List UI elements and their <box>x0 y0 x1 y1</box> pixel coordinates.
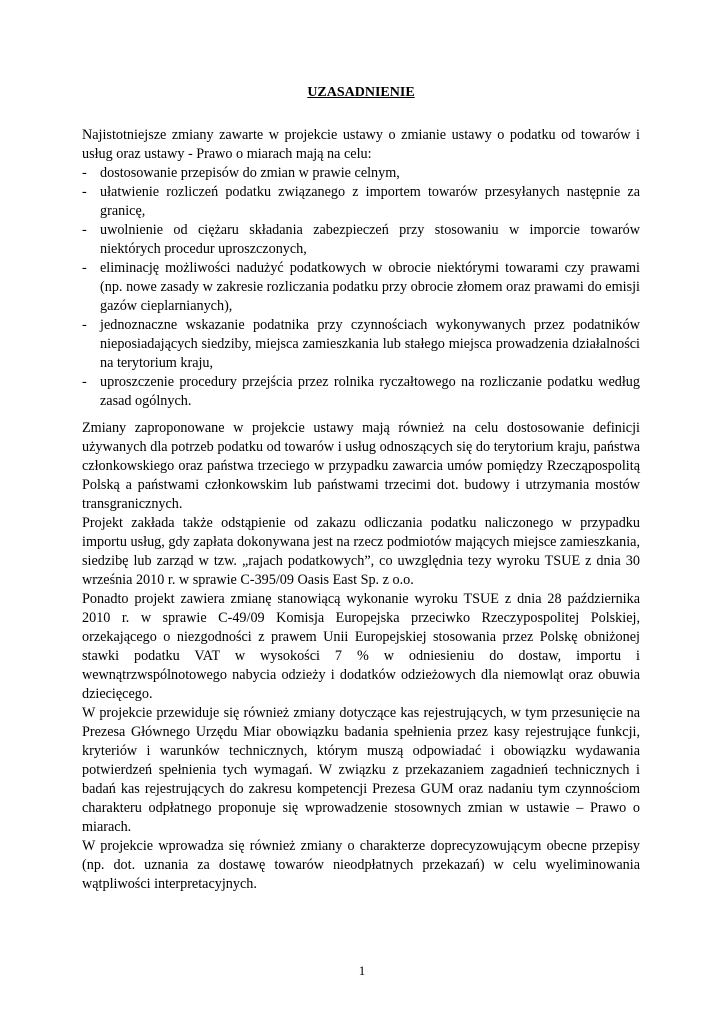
body-paragraph: W projekcie wprowadza się również zmiany o charakterze doprecyzowującym obecne przepisy (np. dot. uznania za dostawę towarów nieodpłatnych przekazań) w celu wyeliminowania wątpliwości interpretacyjnych. <box>82 838 640 892</box>
goal-item: - eliminację możliwości nadużyć podatkowych w obrocie niektórymi towarami czy prawami (np. nowe zasady w zakresie rozliczania podatku przy obrocie złomem oraz prawami do emisji gazów cieplarnianych), <box>82 259 640 316</box>
intro-paragraph: Najistotniejsze zmiany zawarte w projekcie ustawy o zmianie ustawy o podatku od towarów i usług oraz ustawy - Prawo o miarach mają na celu: <box>82 127 640 162</box>
goal-item: - uproszczenie procedury przejścia przez rolnika ryczałtowego na rozliczanie podatku według zasad ogólnych. <box>82 373 640 411</box>
goal-item: - dostosowanie przepisów do zmian w prawie celnym, <box>82 164 640 183</box>
page-number: 1 <box>358 963 366 978</box>
body-paragraph: Projekt zakłada także odstąpienie od zakazu odliczania podatku naliczonego w przypadku importu usług, gdy zapłata dokonywana jest na rzecz podmiotów mających miejsce zamieszkania, siedzibę lub zarząd w tzw. „rajach podatkowych”, co uwzględnia tezy wyroku TSUE z dnia 30 września 2010 r. w sprawie C-395/09 Oasis East Sp. z o.o. <box>82 515 640 588</box>
goal-item: - jednoznaczne wskazanie podatnika przy czynnościach wykonywanych przez podatników nieposiadających siedziby, miejsca zamieszkania lub stałego miejsca prowadzenia działalności na terytorium kraju, <box>82 316 640 373</box>
goal-item: - uwolnienie od ciężaru składania zabezpieczeń przy stosowaniu w imporcie towarów niektórych procedur uproszczonych, <box>82 221 640 259</box>
document-page <box>82 84 640 894</box>
document-title: UZASADNIENIE <box>307 85 415 100</box>
goals-list <box>82 164 640 411</box>
goal-item: - ułatwienie rozliczeń podatku związanego z importem towarów przesyłanych następnie za granicę, <box>82 183 640 221</box>
body-paragraph: Ponadto projekt zawiera zmianę stanowiącą wykonanie wyroku TSUE z dnia 28 października 2010 r. w sprawie C-49/09 Komisja Europejska przeciwko Rzeczypospolitej Polskiej, orzekającego o niezgodności z prawem Unii Europejskiej stosowania przez Polskę obniżonej stawki podatku VAT w wysokości 7 % w odniesieniu do dostaw, importu i wewnątrzwspólnotowego nabycia odzieży i dodatków odzieżowych dla niemowląt oraz obuwia dziecięcego. <box>82 591 640 702</box>
body-paragraph: W projekcie przewiduje się również zmiany dotyczące kas rejestrujących, w tym przesunięcie na Prezesa Głównego Urzędu Miar obowiązku badania spełnienia przez kasy rejestrujące funkcji, kryteriów i warunków technicznych, którym muszą odpowiadać i obowiązku wydawania potwierdzeń spełnienia tych wymagań. W związku z przekazaniem zagadnień technicznych i badań kas rejestrujących do zakresu kompetencji Prezesa GUM oraz nadaniu tym czynnościom charakteru odpłatnego proponuje się wprowadzenie stosownych zmian w ustawie – Prawo o miarach. <box>82 705 640 835</box>
body-paragraph: Zmiany zaproponowane w projekcie ustawy mają również na celu dostosowanie definicji używanych dla potrzeb podatku od towarów i usług odnoszących się do terytorium kraju, państwa członkowskiego oraz państwa trzeciego w przypadku zawarcia umów pomiędzy Rzecząpospolitą Polską a państwami członkowskim lub państwami trzecimi dot. budowy i utrzymania mostów transgranicznych. <box>82 420 640 512</box>
